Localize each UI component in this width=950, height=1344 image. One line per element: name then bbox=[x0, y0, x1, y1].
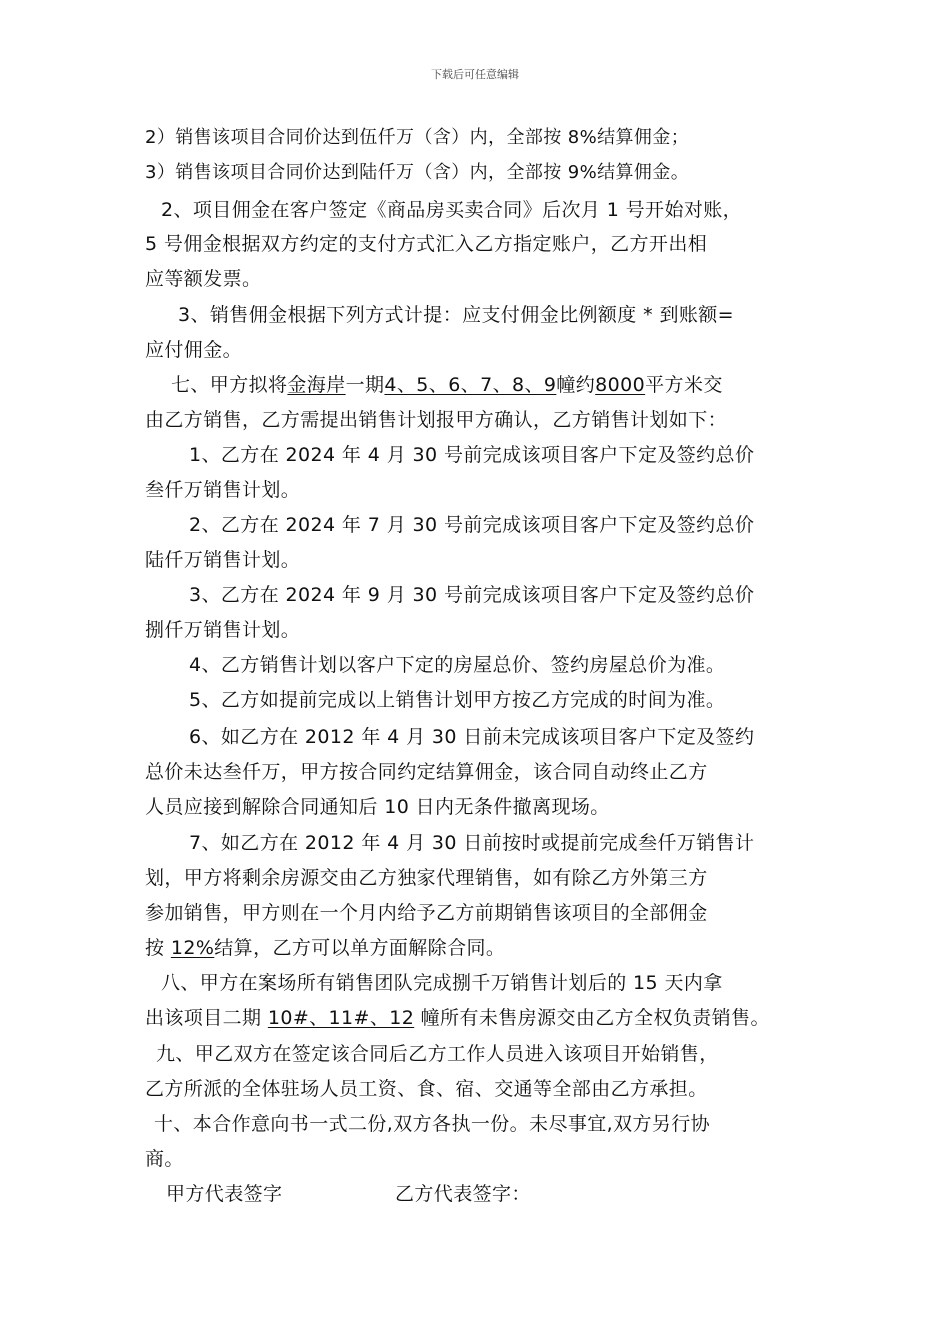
clause-line: 2）销售该项目合同价达到伍仟万（含）内，全部按 8%结算佣金； bbox=[145, 127, 690, 148]
clause-line: 由乙方销售，乙方需提出销售计划报甲方确认，乙方销售计划如下： bbox=[145, 409, 728, 431]
clause-line: 6、如乙方在 2012 年 4 月 30 日前未完成该项目客户下定及签约 bbox=[189, 726, 755, 748]
clause-line: 5、乙方如提前完成以上销售计划甲方按乙方完成的时间为准。 bbox=[189, 689, 726, 711]
clause-line bbox=[145, 1006, 770, 1030]
clause-text: 出该项目二期 bbox=[145, 1007, 268, 1029]
clause-text: 七、甲方拟将 bbox=[171, 374, 288, 396]
clause-line: 商。 bbox=[145, 1148, 184, 1170]
clause-line: 7、如乙方在 2012 年 4 月 30 日前按时或提前完成叁仟万销售计 bbox=[189, 832, 755, 854]
clause-line bbox=[145, 936, 505, 960]
clause-line: 八、甲方在案场所有销售团队完成捌千万销售计划后的 15 天内拿 bbox=[161, 972, 723, 994]
clause-line: 九、甲乙双方在签定该合同后乙方工作人员进入该项目开始销售， bbox=[156, 1043, 719, 1065]
page-header: 下载后可任意编辑 bbox=[431, 68, 519, 81]
clause-line: 人员应接到解除合同通知后 10 日内无条件撤离现场。 bbox=[145, 796, 610, 818]
area-value: 8000 bbox=[595, 374, 646, 396]
clause-line bbox=[171, 373, 723, 397]
clause-line: 5 号佣金根据双方约定的支付方式汇入乙方指定账户，乙方开出相 bbox=[145, 233, 708, 255]
clause-text: 平方米交 bbox=[645, 374, 723, 396]
clause-line: 3）销售该项目合同价达到陆仟万（含）内，全部按 9%结算佣金。 bbox=[145, 162, 690, 183]
clause-line: 乙方所派的全体驻场人员工资、食、宿、交通等全部由乙方承担。 bbox=[145, 1078, 708, 1100]
clause-line: 应付佣金。 bbox=[145, 339, 243, 361]
building-numbers: 4、5、6、7、8、9 bbox=[384, 374, 557, 396]
clause-line: 十、本合作意向书一式二份,双方各执一份。未尽事宜,双方另行协 bbox=[154, 1113, 711, 1135]
clause-text: 按 bbox=[145, 937, 171, 959]
clause-line: 1、乙方在 2024 年 4 月 30 号前完成该项目客户下定及签约总价 bbox=[189, 444, 755, 466]
clause-text: 一期 bbox=[345, 374, 385, 396]
clause-line: 陆仟万销售计划。 bbox=[145, 549, 301, 571]
commission-rate: 12% bbox=[170, 937, 215, 959]
clause-line: 参加销售，甲方则在一个月内给予乙方前期销售该项目的全部佣金 bbox=[145, 902, 708, 924]
project-name: 金海岸 bbox=[287, 374, 346, 396]
clause-line: 2、乙方在 2024 年 7 月 30 号前完成该项目客户下定及签约总价 bbox=[189, 514, 755, 536]
clause-line: 4、乙方销售计划以客户下定的房屋总价、签约房屋总价为准。 bbox=[189, 654, 726, 676]
clause-line: 3、销售佣金根据下列方式计提：应支付佣金比例额度 * 到账额= bbox=[178, 304, 734, 326]
party-b-signature-label: 乙方代表签字： bbox=[395, 1183, 531, 1205]
party-a-signature-label: 甲方代表签字 bbox=[166, 1183, 283, 1205]
clause-line: 2、项目佣金在客户签定《商品房买卖合同》后次月 1 号开始对账， bbox=[161, 199, 743, 221]
clause-line: 总价未达叁仟万，甲方按合同约定结算佣金，该合同自动终止乙方 bbox=[145, 761, 708, 783]
clause-text: 结算，乙方可以单方面解除合同。 bbox=[214, 937, 506, 959]
clause-line: 划，甲方将剩余房源交由乙方独家代理销售，如有除乙方外第三方 bbox=[145, 867, 708, 889]
clause-line: 捌仟万销售计划。 bbox=[145, 619, 301, 641]
building-numbers-phase2: 10#、11#、12 bbox=[267, 1007, 415, 1029]
clause-line: 叁仟万销售计划。 bbox=[145, 479, 301, 501]
clause-line: 3、乙方在 2024 年 9 月 30 号前完成该项目客户下定及签约总价 bbox=[189, 584, 755, 606]
clause-text: 幢约 bbox=[556, 374, 596, 396]
clause-line: 应等额发票。 bbox=[145, 268, 262, 290]
clause-text: 幢所有未售房源交由乙方全权负责销售。 bbox=[414, 1007, 770, 1029]
